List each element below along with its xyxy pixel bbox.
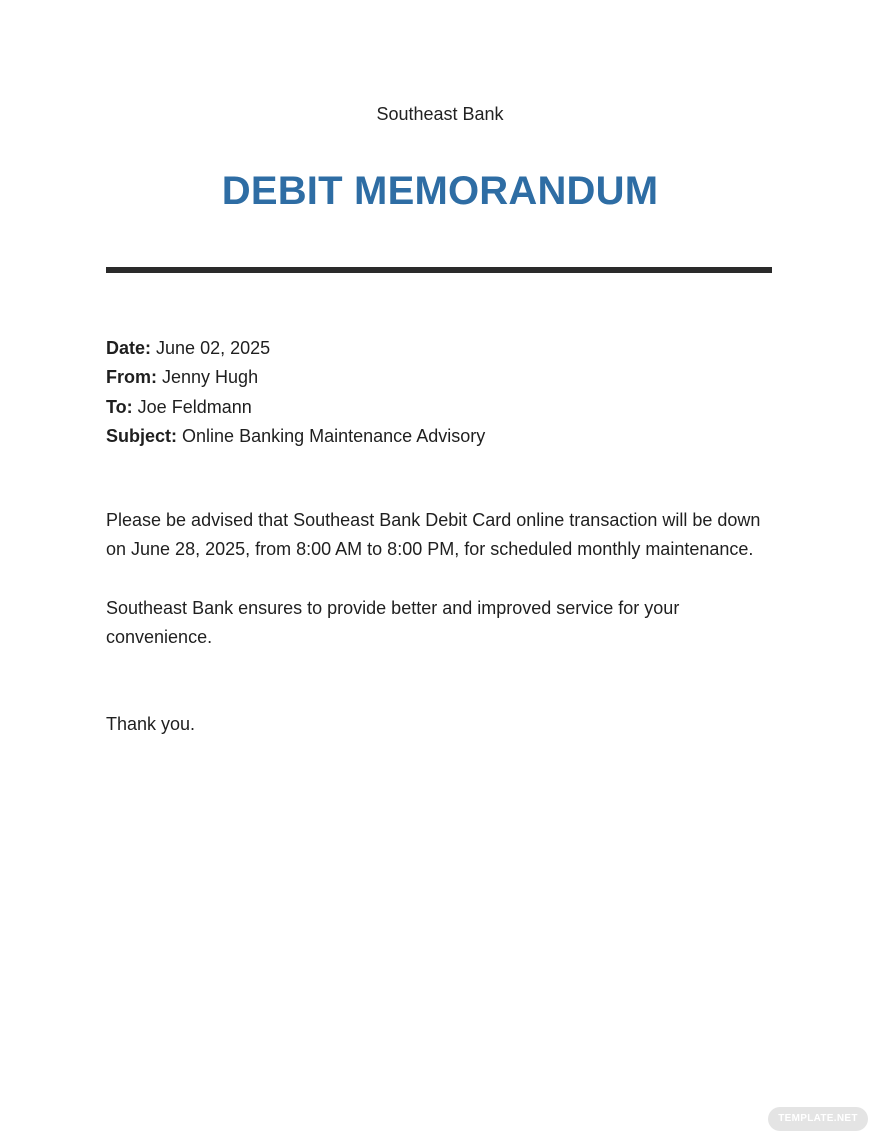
closing-line: Thank you.: [106, 714, 196, 734]
from-label: From:: [106, 367, 157, 388]
template-watermark: TEMPLATE.NET: [768, 1107, 868, 1131]
subject-row: [106, 422, 776, 451]
subject-value: Online Banking Maintenance Advisory: [182, 425, 486, 446]
body-paragraph-2: Southeast Bank ensures to provide better and improved service for your convenience.: [106, 598, 680, 647]
to-label: To:: [106, 396, 133, 417]
date-row: [106, 334, 776, 363]
to-row: [106, 393, 776, 422]
from-row: [106, 363, 776, 392]
date-label: Date:: [106, 338, 152, 358]
document-title: DEBIT MEMORANDUM: [221, 169, 659, 213]
header-divider: [106, 267, 772, 273]
to-value: Joe Feldmann: [137, 396, 252, 417]
memo-details: [106, 334, 776, 451]
subject-label: Subject:: [106, 425, 178, 446]
from-value: Jenny Hugh: [162, 367, 259, 388]
date-value: June 02, 2025: [156, 338, 271, 358]
organization-name: Southeast Bank: [376, 104, 504, 124]
body-paragraph-1: Please be advised that Southeast Bank Debit Card online transaction will be down on June 28, 2025, from 8:00 AM to 8:00 PM, for scheduled monthly maintenance.: [106, 510, 761, 559]
